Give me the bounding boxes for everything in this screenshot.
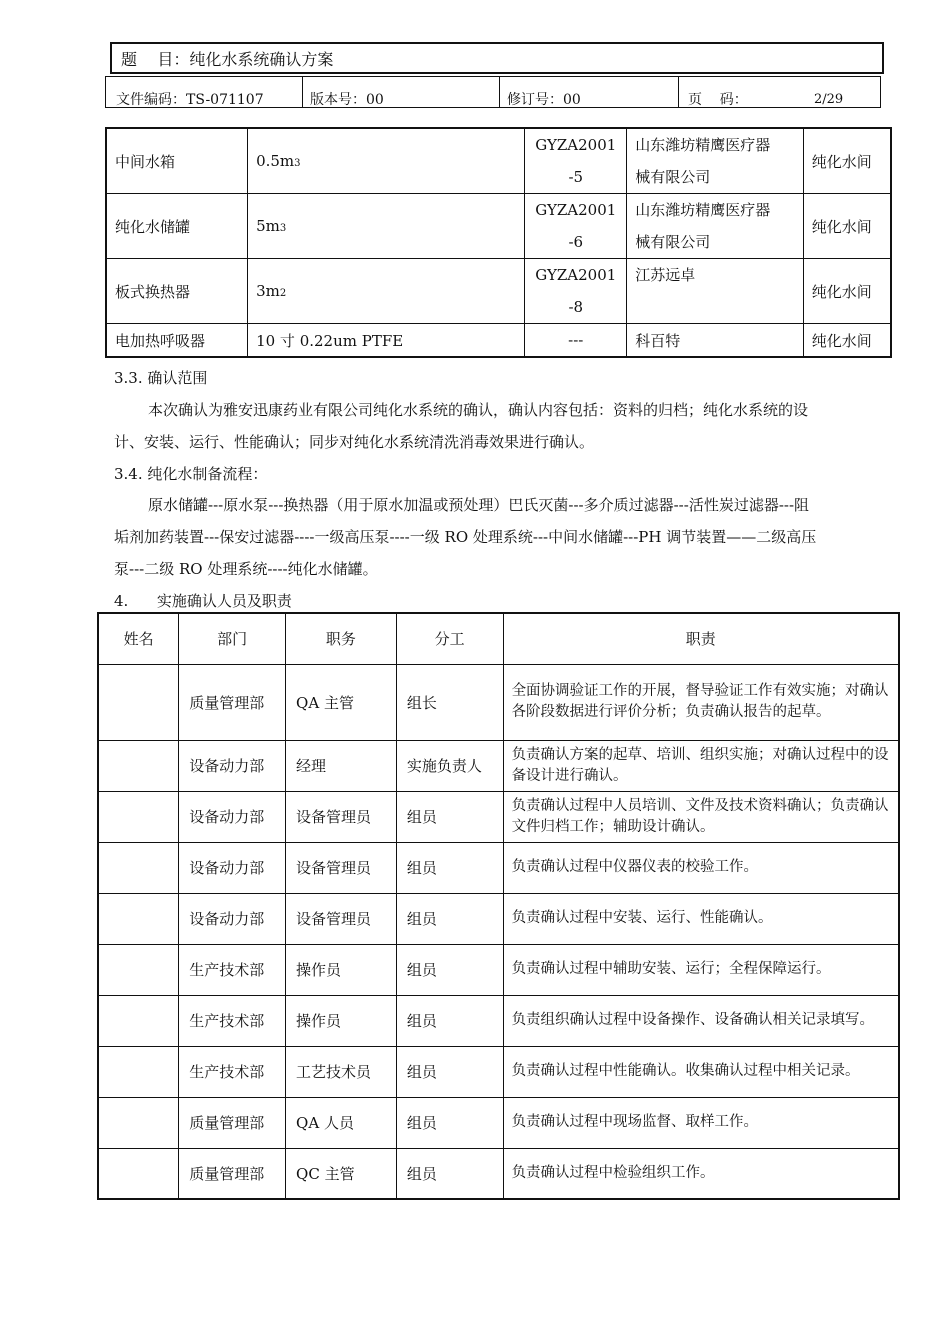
paragraph-line: 本次确认为雅安迅康药业有限公司纯化水系统的确认，确认内容包括：资料的归档；纯化水系统的设 — [148, 401, 809, 419]
staff-title: QC 主管 — [286, 1148, 397, 1199]
doc-number: 文件编码：TS-071107 — [116, 92, 264, 108]
equipment-maker: 山东潍坊精鹰医疗器 械有限公司 — [627, 194, 803, 259]
staff-role: 组员 — [396, 1046, 503, 1097]
table-row — [98, 995, 899, 1046]
equipment-maker: 江苏远卓 — [627, 259, 803, 324]
staff-title: QA 人员 — [286, 1097, 397, 1148]
staff-role: 组员 — [396, 893, 503, 944]
table-row — [98, 1097, 899, 1148]
equipment-spec: 0.5m3 — [248, 128, 525, 194]
paragraph-line: 泵---二级 RO 处理系统----纯化水储罐。 — [114, 560, 378, 578]
staff-name — [98, 1148, 179, 1199]
table-row — [98, 664, 899, 740]
table-row — [98, 740, 899, 791]
column-header-duty: 职责 — [503, 613, 899, 664]
staff-dept: 设备动力部 — [179, 893, 286, 944]
staff-dept: 质量管理部 — [179, 1097, 286, 1148]
staff-title: 工艺技术员 — [286, 1046, 397, 1097]
table-row — [98, 1046, 899, 1097]
column-header-role: 分工 — [396, 613, 503, 664]
column-header-name: 姓名 — [98, 613, 179, 664]
equipment-maker: 科百特 — [627, 324, 803, 358]
table-row — [98, 1148, 899, 1199]
staff-name — [98, 740, 179, 791]
equipment-spec: 3m2 — [248, 259, 525, 324]
table-row — [98, 944, 899, 995]
staff-name — [98, 1046, 179, 1097]
staff-dept: 生产技术部 — [179, 1046, 286, 1097]
table-row — [98, 893, 899, 944]
staff-title: 操作员 — [286, 995, 397, 1046]
staff-duty: 负责确认过程中检验组织工作。 — [503, 1148, 899, 1199]
paragraph-line: 计、安装、运行、性能确认；同步对纯化水系统清洗消毒效果进行确认。 — [114, 433, 595, 451]
column-header-dept: 部门 — [179, 613, 286, 664]
staff-title: 设备管理员 — [286, 893, 397, 944]
equipment-code: --- — [525, 324, 627, 358]
staff-name — [98, 995, 179, 1046]
staff-dept: 设备动力部 — [179, 740, 286, 791]
table-row — [106, 128, 891, 194]
equipment-name: 板式换热器 — [106, 259, 248, 324]
table-row — [106, 324, 891, 358]
staff-name — [98, 893, 179, 944]
staff-duty: 负责确认过程中性能确认。收集确认过程中相关记录。 — [503, 1046, 899, 1097]
document-title-box — [110, 42, 884, 74]
staff-title: 设备管理员 — [286, 791, 397, 842]
staff-role: 组长 — [396, 664, 503, 740]
equipment-name: 中间水箱 — [106, 128, 248, 194]
staff-dept: 生产技术部 — [179, 995, 286, 1046]
equipment-spec: 10 寸 0.22um PTFE — [248, 324, 525, 358]
staff-name — [98, 791, 179, 842]
table-row — [106, 259, 891, 324]
page-label: 页 码： — [688, 92, 748, 108]
staff-title: 经理 — [286, 740, 397, 791]
equipment-name: 电加热呼吸器 — [106, 324, 248, 358]
staff-name — [98, 1097, 179, 1148]
equipment-code: GYZA2001 -8 — [525, 259, 627, 324]
staff-duty: 负责确认过程中仪器仪表的校验工作。 — [503, 842, 899, 893]
equipment-code: GYZA2001 -6 — [525, 194, 627, 259]
equipment-name: 纯化水储罐 — [106, 194, 248, 259]
revision-number: 修订号：00 — [507, 92, 581, 108]
staff-role: 组员 — [396, 791, 503, 842]
table-row — [98, 791, 899, 842]
staff-name — [98, 944, 179, 995]
staff-duty: 全面协调验证工作的开展，督导验证工作有效实施；对确认各阶段数据进行评价分析；负责确认报告的起草。 — [503, 664, 899, 740]
section-heading-4: 4. 实施确认人员及职责 — [114, 592, 292, 610]
staff-duty: 负责确认方案的起草、培训、组织实施；对确认过程中的设备设计进行确认。 — [503, 740, 899, 791]
staff-role: 组员 — [396, 944, 503, 995]
table-row — [106, 194, 891, 259]
staff-title: QA 主管 — [286, 664, 397, 740]
equipment-maker: 山东潍坊精鹰医疗器 械有限公司 — [627, 128, 803, 194]
version-number: 版本号：00 — [310, 92, 384, 108]
staff-role: 组员 — [396, 842, 503, 893]
paragraph-line: 垢剂加药装置---保安过滤器----一级高压泵----一级 RO 处理系统---中间水储罐---PH 调节装置——二级高压 — [114, 528, 817, 546]
staff-dept: 设备动力部 — [179, 791, 286, 842]
staff-duty: 负责确认过程中安装、运行、性能确认。 — [503, 893, 899, 944]
section-heading-3-4: 3.4. 纯化水制备流程： — [114, 465, 268, 483]
staff-title: 操作员 — [286, 944, 397, 995]
staff-duty: 负责组织确认过程中设备操作、设备确认相关记录填写。 — [503, 995, 899, 1046]
staff-duty: 负责确认过程中人员培训、文件及技术资料确认；负责确认文件归档工作；辅助设计确认。 — [503, 791, 899, 842]
staff-name — [98, 664, 179, 740]
equipment-spec: 5m3 — [248, 194, 525, 259]
section-heading-3-3: 3.3. 确认范围 — [114, 369, 208, 387]
equipment-code: GYZA2001 -5 — [525, 128, 627, 194]
staff-role: 组员 — [396, 995, 503, 1046]
paragraph-line: 原水储罐---原水泵---换热器（用于原水加温或预处理）巴氏灭菌---多介质过滤器---活性炭过滤器---阻 — [148, 496, 810, 514]
table-header-row — [98, 613, 899, 664]
staff-role: 组员 — [396, 1148, 503, 1199]
staff-duty: 负责确认过程中辅助安装、运行；全程保障运行。 — [503, 944, 899, 995]
page-number: 2/29 — [814, 92, 844, 107]
equipment-location: 纯化水间 — [803, 128, 891, 194]
staff-dept: 质量管理部 — [179, 1148, 286, 1199]
staff-responsibility-table — [97, 612, 900, 1200]
staff-role: 实施负责人 — [396, 740, 503, 791]
column-header-title: 职务 — [286, 613, 397, 664]
staff-title: 设备管理员 — [286, 842, 397, 893]
staff-dept: 生产技术部 — [179, 944, 286, 995]
equipment-location: 纯化水间 — [803, 194, 891, 259]
equipment-location: 纯化水间 — [803, 324, 891, 358]
document-title: 题 目：纯化水系统确认方案 — [121, 50, 334, 69]
equipment-table — [105, 127, 892, 358]
staff-name — [98, 842, 179, 893]
staff-duty: 负责确认过程中现场监督、取样工作。 — [503, 1097, 899, 1148]
staff-role: 组员 — [396, 1097, 503, 1148]
equipment-location: 纯化水间 — [803, 259, 891, 324]
document-meta-bar — [105, 76, 881, 108]
table-row — [98, 842, 899, 893]
staff-dept: 质量管理部 — [179, 664, 286, 740]
staff-dept: 设备动力部 — [179, 842, 286, 893]
